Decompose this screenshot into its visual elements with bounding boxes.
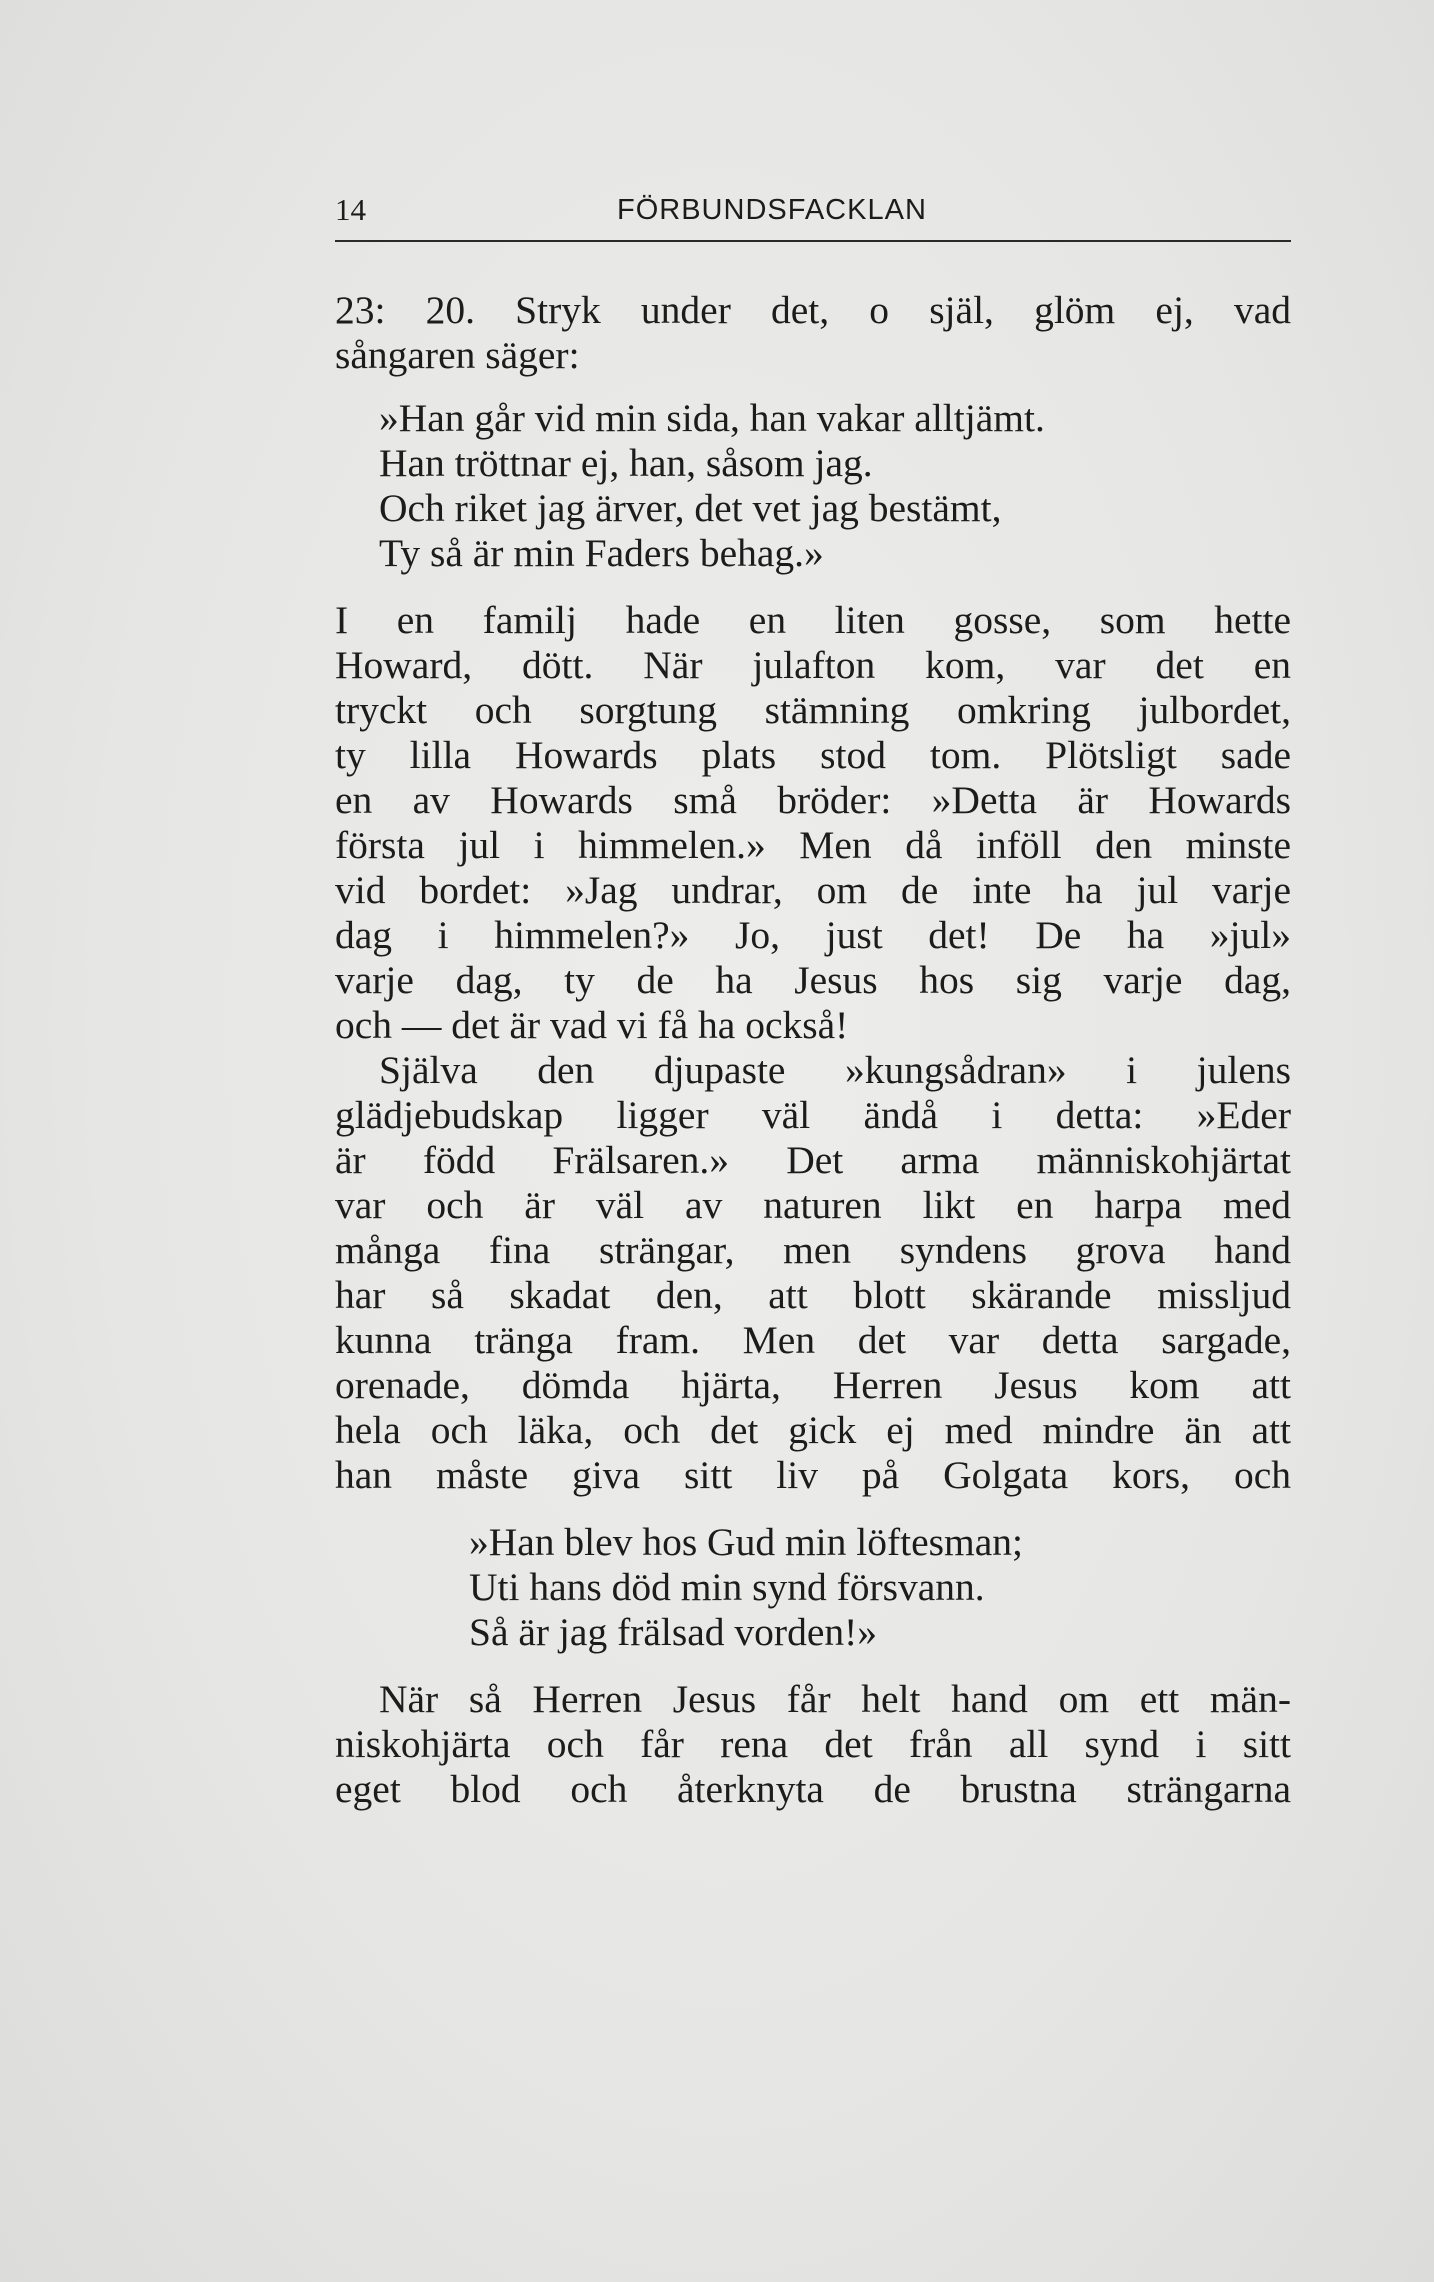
verse-line: Han tröttnar ej, han, såsom jag. [379,441,873,485]
page-number: 14 [335,192,366,227]
text-line: första jul i himmelen.» Men då inföll den minste [335,823,1291,867]
text-line: Howard, dött. När julafton kom, var det en [335,643,1291,687]
running-title: FÖRBUNDSFACKLAN [617,194,927,226]
text-line: har så skadat den, att blott skärande missljud [335,1273,1291,1317]
text-line: och — det är vad vi få ha också! [335,1003,849,1047]
text-line: glädjebudskap ligger väl ändå i detta: »Eder [335,1093,1291,1137]
text-line: varje dag, ty de ha Jesus hos sig varje dag, [335,958,1291,1002]
verse-line: »Han går vid min sida, han vakar alltjämt. [379,396,1045,440]
text-line: hela och läka, och det gick ej med mindre än att [335,1408,1291,1452]
verse-line: Och riket jag ärver, det vet jag bestämt, [379,486,1002,530]
text-line: kunna tränga fram. Men det var detta sargade, [335,1318,1291,1362]
closing-paragraph [335,1677,1291,1812]
text-line: niskohjärta och får rena det från all synd i sitt [335,1722,1291,1766]
text-line: Själva den djupaste »kungsådran» i julens [379,1048,1291,1092]
text-line: dag i himmelen?» Jo, just det! De ha »jul» [335,913,1291,957]
story-paragraph [335,598,1291,1048]
verse-line: Så är jag frälsad vorden!» [469,1610,877,1654]
poem-stanza-2 [335,1520,1291,1655]
text-line: eget blod och återknyta de brustna strängarna [335,1767,1291,1811]
text-line: många fina strängar, men syndens grova hand [335,1228,1291,1272]
text-line: var och är väl av naturen likt en harpa med [335,1183,1291,1227]
text-line: ty lilla Howards plats stod tom. Plötsligt sade [335,733,1291,777]
verse-line: »Han blev hos Gud min löftesman; [469,1520,1024,1564]
page-body [335,288,1291,1812]
verse-line: Uti hans död min synd försvann. [469,1565,985,1609]
intro-paragraph [335,288,1291,378]
text-line: 23: 20. Stryk under det, o själ, glöm ej, vad [335,288,1291,332]
poem-stanza-1 [335,396,1291,576]
text-line: sångaren säger: [335,333,580,377]
text-line: vid bordet: »Jag undrar, om de inte ha jul varje [335,868,1291,912]
text-line: han måste giva sitt liv på Golgata kors, och [335,1453,1291,1497]
text-line: tryckt och sorgtung stämning omkring julbordet, [335,688,1291,732]
page-header [335,188,1291,242]
text-line: orenade, dömda hjärta, Herren Jesus kom att [335,1363,1291,1407]
text-line: När så Herren Jesus får helt hand om ett män- [379,1677,1291,1721]
text-line: en av Howards små bröder: »Detta är Howards [335,778,1291,822]
text-line: är född Frälsaren.» Det arma människohjärtat [335,1138,1291,1182]
kernel-paragraph [335,1048,1291,1498]
verse-line: Ty så är min Faders behag.» [379,531,824,575]
text-line: I en familj hade en liten gosse, som hette [335,598,1291,642]
